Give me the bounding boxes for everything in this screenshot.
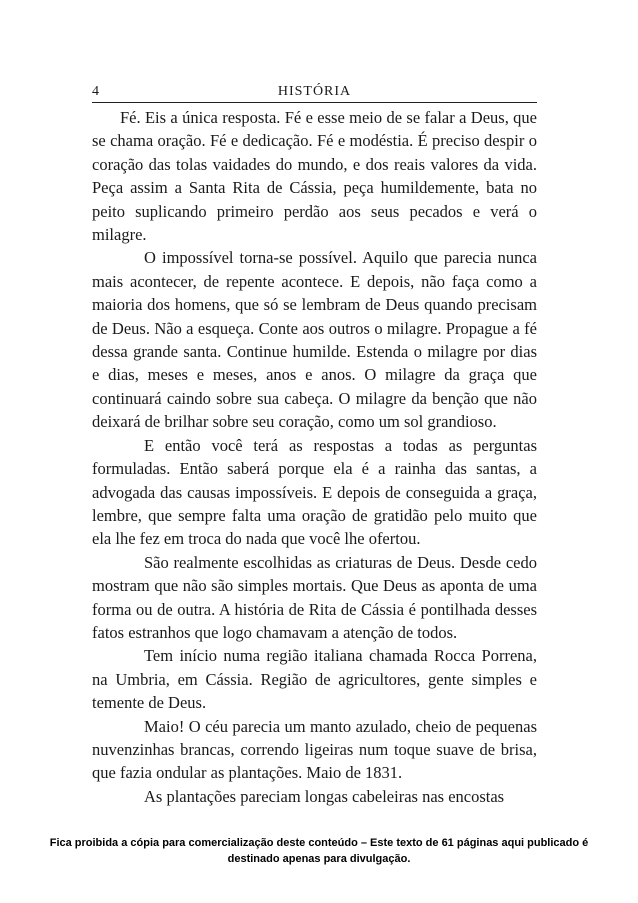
page-number: 4 [92,84,99,99]
paragraph: Maio! O céu parecia um manto azulado, cheio de pequenas nuvenzinhas brancas, correndo ligeiras num toque suave de brisa, que fazia ondular as plantações. Maio de 1831. [92,716,537,783]
running-title: HISTÓRIA [277,84,352,99]
body-text [92,106,537,808]
paragraph: Tem início numa região italiana chamada Rocca Porrena, na Umbria, em Cássia. Região de agricultores, gente simples e temente de Deus. [92,646,537,713]
paragraph: São realmente escolhidas as criaturas de Deus. Desde cedo mostram que não são simples mortais. Que Deus as aponta de uma forma ou de outra. A história de Rita de Cássia é pontilhada desses fatos estranhos que logo chamavam a atenção de todos. [92,552,537,642]
running-header [92,84,537,103]
copyright-notice: Fica proibida a cópia para comercialização deste conteúdo – Este texto de 61 páginas aqui publicado é destinado apenas para divulgação. [49,837,589,865]
paragraph: As plantações pareciam longas cabeleiras nas encostas [144,786,505,806]
paragraph: E então você terá as respostas a todas as perguntas formuladas. Então saberá porque ela é a rainha das santas, a advogada das causas impossíveis. E depois de conseguida a graça, lembre, que sempre falta uma oração de gratidão pelo muito que ela lhe fez em troca do nada que você lhe ofertou. [92,435,537,549]
paragraph: O impossível torna-se possível. Aquilo que parecia nunca mais acontecer, de repente acontece. E depois, não faça como a maioria dos homens, que só se lembram de Deus quando precisam de Deus. Não a esqueça. Conte aos outros o milagre. Propague a fé dessa grande santa. Continue humilde. Estenda o milagre por dias e dias, meses e meses, anos e anos. O milagre da graça que continuará caindo sobre sua cabeça. O milagre da benção que não deixará de brilhar sobre seu coração, como um sol grandioso. [92,248,537,432]
paragraph: Fé. Eis a única resposta. Fé e esse meio de se falar a Deus, que se chama oração. Fé e dedicação. Fé e modéstia. É preciso despir o coração das tolas vaidades do mundo, e dos reais valores da vida. Peça assim a Santa Rita de Cássia, peça humildemente, bata no peito suplicando primeiro perdão aos seus pecados e verá o milagre. [92,108,537,245]
